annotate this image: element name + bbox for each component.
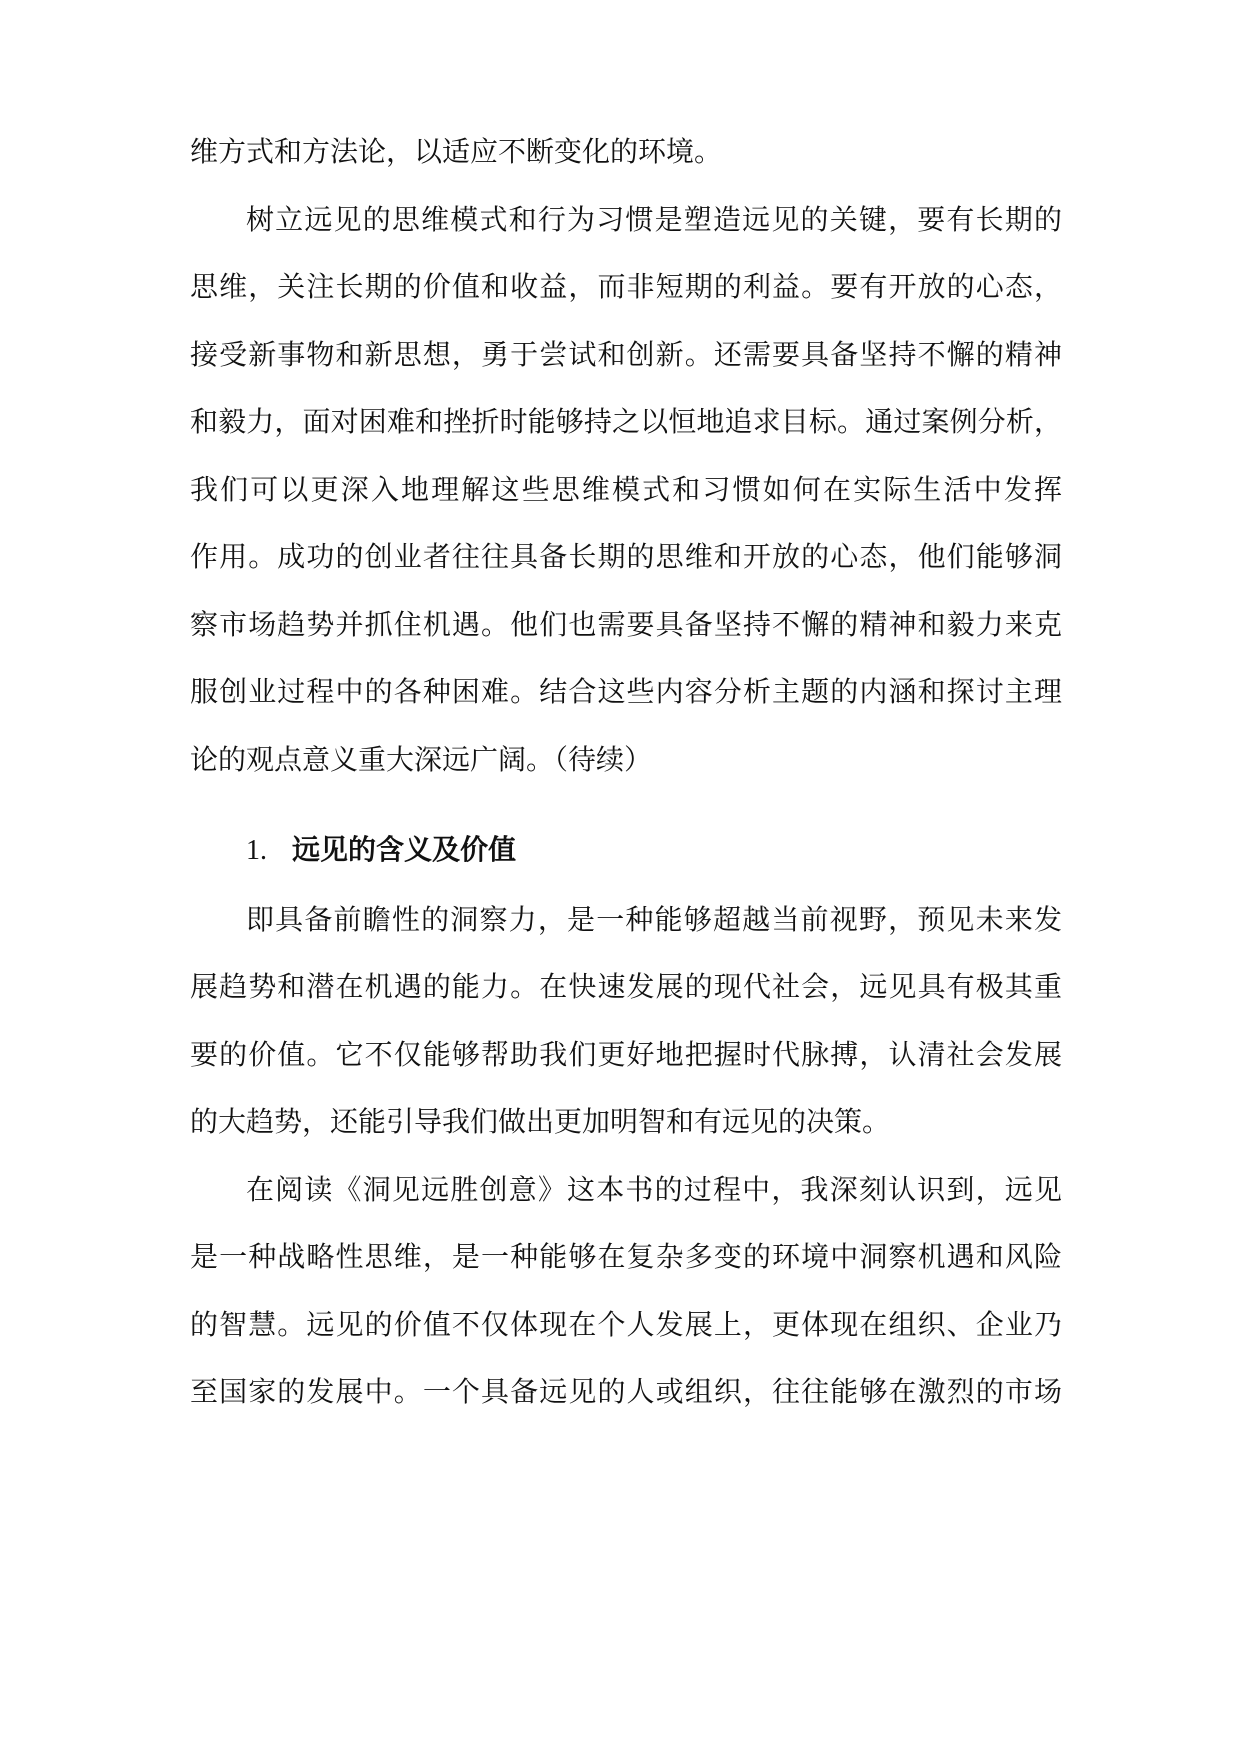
paragraph-line: 察市场趋势并抓住机遇。他们也需要具备坚持不懈的精神和毅力来克 — [190, 608, 1062, 641]
section-heading — [246, 830, 516, 870]
section-number: 1. — [246, 835, 267, 866]
paragraph-line: 我们可以更深入地理解这些思维模式和习惯如何在实际生活中发挥 — [190, 473, 1062, 506]
paragraph-line: 在阅读《洞见远胜创意》这本书的过程中，我深刻认识到，远见 — [246, 1173, 1062, 1206]
paragraph-line: 的智慧。远见的价值不仅体现在个人发展上，更体现在组织、企业乃 — [190, 1308, 1062, 1341]
paragraph-line: 维方式和方法论，以适应不断变化的环境。 — [190, 135, 723, 168]
paragraph-line: 即具备前瞻性的洞察力，是一种能够超越当前视野，预见未来发 — [246, 903, 1062, 936]
paragraph-line: 论的观点意义重大深远广阔。（待续） — [190, 743, 653, 776]
paragraph-line: 至国家的发展中。一个具备远见的人或组织，往往能够在激烈的市场 — [190, 1375, 1062, 1408]
paragraph-line: 要的价值。它不仅能够帮助我们更好地把握时代脉搏，认清社会发展 — [190, 1038, 1062, 1071]
paragraph-line: 的大趋势，还能引导我们做出更加明智和有远见的决策。 — [190, 1105, 891, 1138]
paragraph-line: 作用。成功的创业者往往具备长期的思维和开放的心态，他们能够洞 — [190, 540, 1062, 573]
paragraph-line: 接受新事物和新思想，勇于尝试和创新。还需要具备坚持不懈的精神 — [190, 338, 1062, 371]
paragraph-line: 思维，关注长期的价值和收益，而非短期的利益。要有开放的心态， — [190, 270, 1062, 303]
section-title: 远见的含义及价值 — [292, 833, 517, 866]
paragraph-line: 和毅力，面对困难和挫折时能够持之以恒地追求目标。通过案例分析， — [190, 405, 1062, 438]
paragraph-line: 是一种战略性思维，是一种能够在复杂多变的环境中洞察机遇和风险 — [190, 1240, 1062, 1273]
paragraph-line: 展趋势和潜在机遇的能力。在快速发展的现代社会，远见具有极其重 — [190, 970, 1062, 1003]
paragraph-line: 服创业过程中的各种困难。结合这些内容分析主题的内涵和探讨主理 — [190, 675, 1062, 708]
paragraph-line: 树立远见的思维模式和行为习惯是塑造远见的关键，要有长期的 — [246, 203, 1062, 236]
